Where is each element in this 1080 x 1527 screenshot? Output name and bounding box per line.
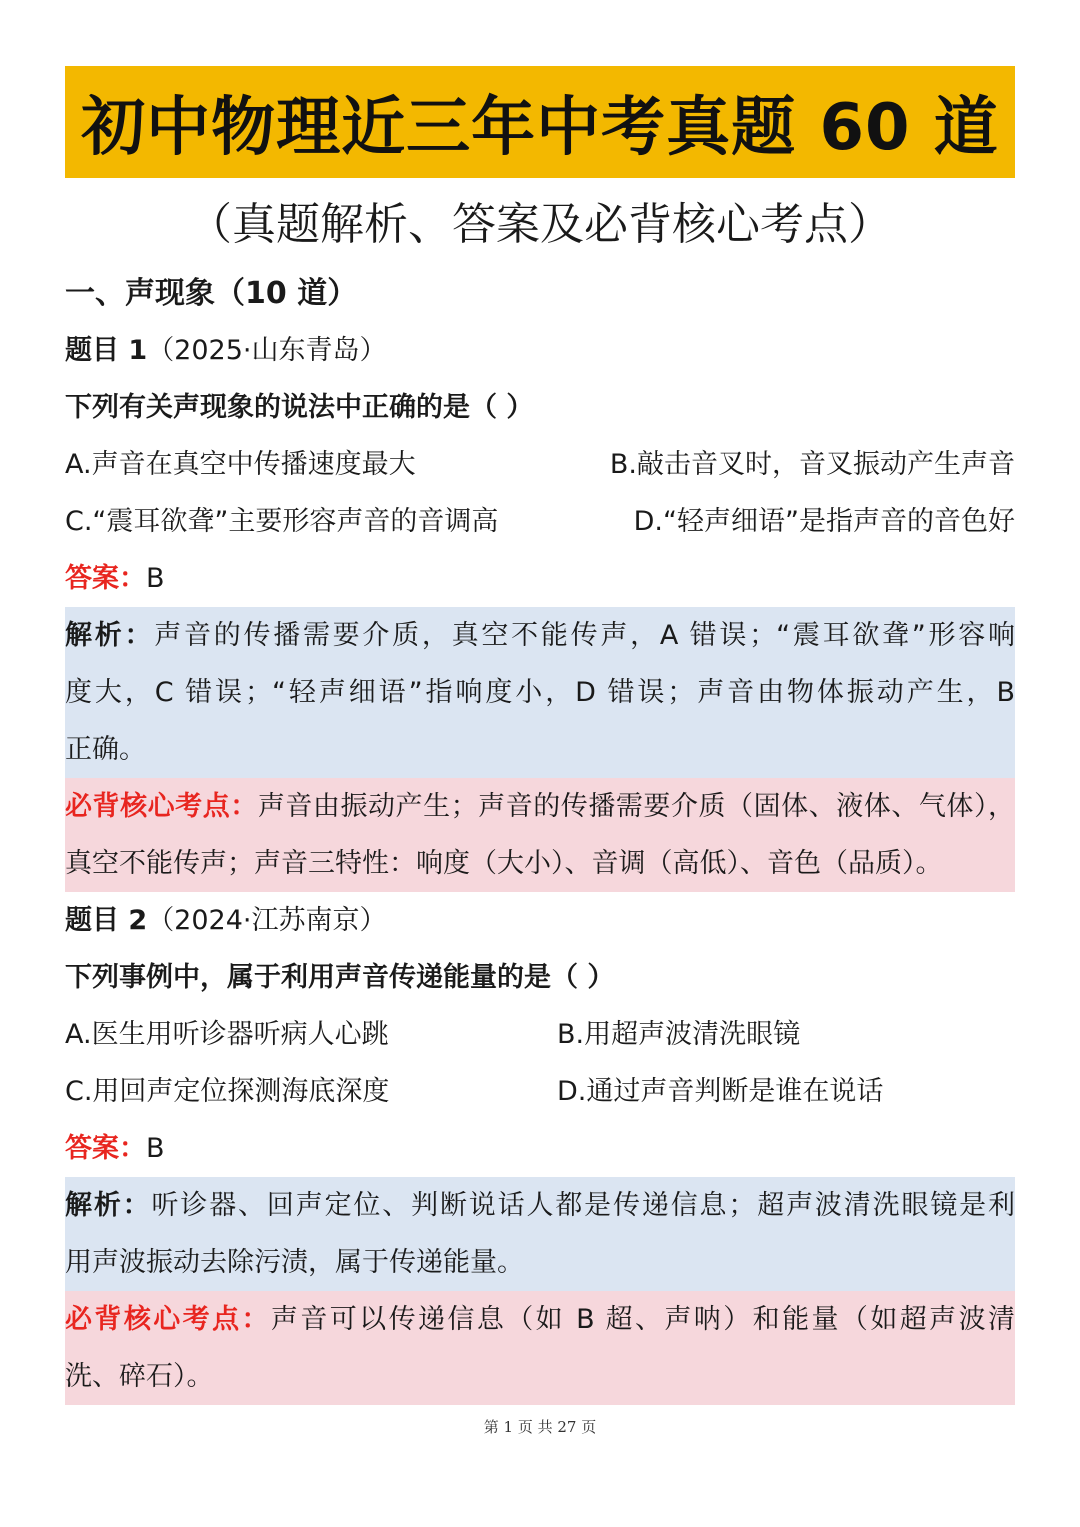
section-heading: 一、声现象（10 道） — [65, 276, 358, 311]
analysis-line — [65, 607, 1015, 664]
question-source: （2025·山东青岛） — [147, 335, 387, 366]
option-c: C.“震耳欲聋”主要形容声音的音调高 — [65, 506, 499, 537]
answer-label: 答案： — [65, 563, 146, 594]
question-source: （2024·江苏南京） — [147, 905, 387, 936]
options-row — [65, 1006, 1015, 1063]
option-d: D.“轻声细语”是指声音的音色好 — [633, 506, 1015, 537]
option-a: A.医生用听诊器听病人心跳 — [65, 1019, 389, 1050]
question-stem: 下列有关声现象的说法中正确的是（ ） — [65, 392, 534, 423]
analysis-line: 度大，C 错误；“轻声细语”指响度小，D 错误；声音由物体振动产生，B — [65, 677, 1015, 708]
document-page — [65, 66, 1015, 1405]
answer-value: B — [146, 1133, 165, 1164]
option-b: B.用超声波清洗眼镜 — [557, 1019, 801, 1050]
core-line: 洗、碎石）。 — [65, 1361, 214, 1392]
options-row — [65, 1063, 1015, 1120]
answer-line — [65, 1120, 1015, 1177]
question-title — [65, 892, 1015, 949]
analysis-label: 解析： — [65, 620, 155, 651]
core-points-block — [65, 1291, 1015, 1405]
title-banner — [65, 66, 1015, 178]
core-points-block — [65, 778, 1015, 892]
analysis-text: 听诊器、回声定位、判断说话人都是传递信息；超声波清洗眼镜是利 — [151, 1190, 1015, 1221]
page-subtitle: （真题解析、答案及必背核心考点） — [188, 199, 892, 250]
core-text: 声音可以传递信息（如 B 超、声呐）和能量（如超声波清 — [270, 1304, 1015, 1335]
core-label: 必背核心考点： — [65, 791, 258, 822]
question-number: 题目 1 — [65, 335, 148, 366]
core-text: 声音由振动产生；声音的传播需要介质（固体、液体、气体）， — [257, 791, 1015, 822]
question-1 — [65, 322, 1015, 892]
page-footer: 第 1 页 共 27 页 — [483, 1418, 597, 1436]
core-line: 真空不能传声；声音三特性：响度（大小）、音调（高低）、音色（品质）。 — [65, 848, 943, 879]
option-d: D.通过声音判断是谁在说话 — [557, 1076, 884, 1107]
question-2 — [65, 892, 1015, 1405]
options-row — [65, 436, 1015, 493]
analysis-line: 正确。 — [65, 734, 146, 765]
option-c: C.用回声定位探测海底深度 — [65, 1076, 390, 1107]
options-row — [65, 493, 1015, 550]
analysis-line: 用声波振动去除污渍，属于传递能量。 — [65, 1247, 524, 1278]
analysis-block — [65, 1177, 1015, 1291]
answer-label: 答案： — [65, 1133, 146, 1164]
analysis-block — [65, 607, 1015, 778]
option-b: B.敲击音叉时，音叉振动产生声音 — [609, 449, 1015, 480]
analysis-label: 解析： — [65, 1190, 152, 1221]
page-title: 初中物理近三年中考真题 60 道 — [81, 91, 999, 165]
question-number: 题目 2 — [65, 905, 148, 936]
question-stem: 下列事例中，属于利用声音传递能量的是（ ） — [65, 962, 615, 993]
core-line — [65, 778, 1015, 835]
analysis-text: 声音的传播需要介质，真空不能传声，A 错误；“震耳欲聋”形容响 — [154, 620, 1015, 651]
question-title — [65, 322, 1015, 379]
answer-line — [65, 550, 1015, 607]
option-a: A.声音在真空中传播速度最大 — [65, 449, 416, 480]
answer-value: B — [146, 563, 165, 594]
core-line — [65, 1291, 1015, 1348]
core-label: 必背核心考点： — [65, 1304, 271, 1335]
analysis-line — [65, 1177, 1015, 1234]
